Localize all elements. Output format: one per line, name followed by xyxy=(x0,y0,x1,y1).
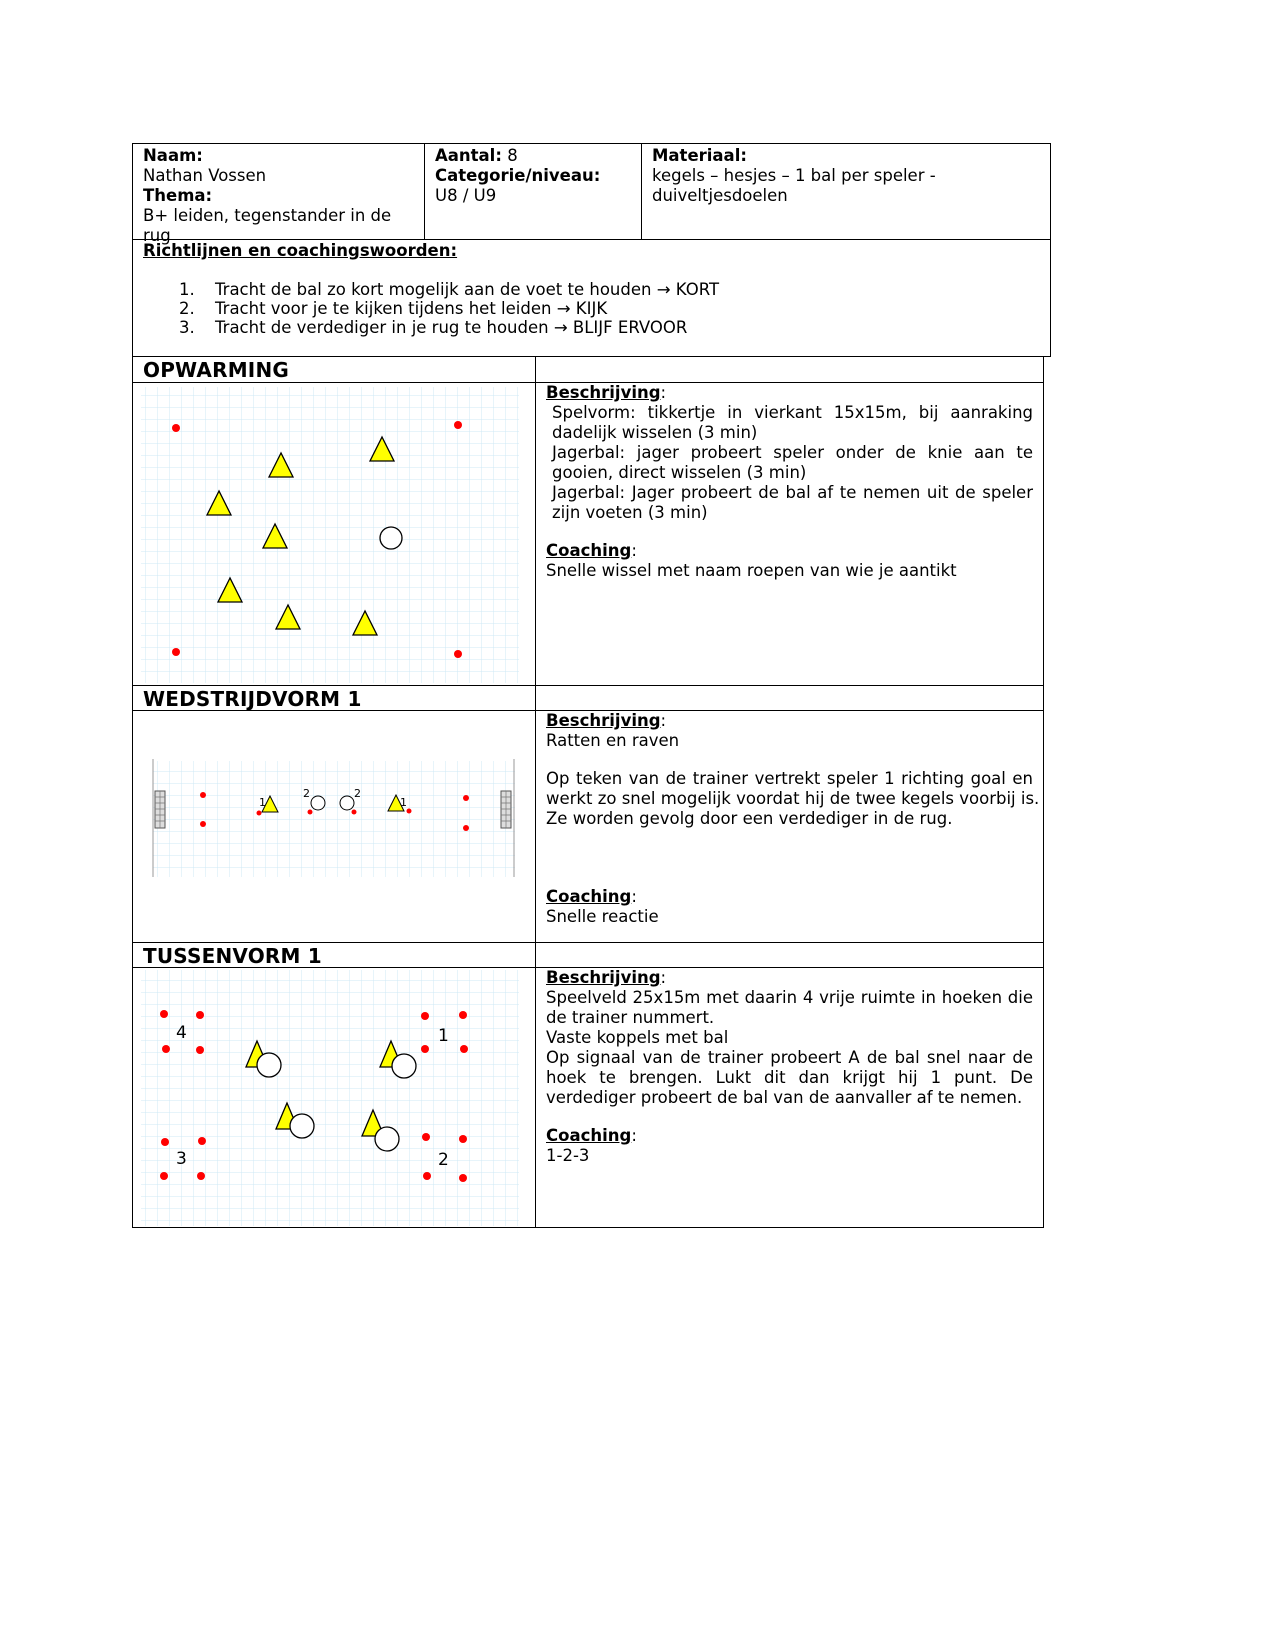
desc-line: de trainer nummert. xyxy=(546,1008,715,1027)
ball-icon xyxy=(340,796,354,810)
corner-number: 1 xyxy=(438,1026,449,1046)
section-title-wedstrijdvorm: WEDSTRIJDVORM 1 xyxy=(143,687,362,711)
desc-line: Spelvorm: tikkertje in vierkant 15x15m, bij aanraking xyxy=(552,403,1033,422)
diagram-cell-1 xyxy=(132,382,536,686)
cone xyxy=(459,1174,467,1182)
guidelines-cell xyxy=(132,239,1051,357)
ball-icon xyxy=(380,527,402,549)
player-number: 1 xyxy=(400,796,407,809)
section-title-cell-2 xyxy=(132,685,536,711)
ball-icon xyxy=(257,1053,281,1077)
materiaal-line-1: kegels – hesjes – 1 bal per speler - xyxy=(652,166,936,185)
naam-value: Nathan Vossen xyxy=(143,166,267,185)
categorie-label: Categorie/niveau: xyxy=(435,166,601,185)
thema-value-1: B+ leiden, tegenstander in de xyxy=(143,206,392,225)
corner-number: 3 xyxy=(176,1149,187,1169)
desc-line: werkt zo snel mogelijk voordat hij de twee kegels voorbij is. xyxy=(546,789,1040,808)
field-grid xyxy=(141,387,519,683)
desc-line: Op teken van de trainer vertrekt speler 1 richting goal en xyxy=(546,769,1033,788)
cone xyxy=(200,821,206,827)
section-title-opwarming: OPWARMING xyxy=(143,358,289,382)
cone xyxy=(196,1011,204,1019)
opwarming-diagram xyxy=(133,383,535,685)
beschrijving-label: Beschrijving xyxy=(546,968,661,987)
section-title-cell-1 xyxy=(132,356,536,383)
cone xyxy=(161,1138,169,1146)
aantal-value: 8 xyxy=(507,146,518,165)
diagram-cell-3 xyxy=(132,967,536,1228)
field-grid xyxy=(153,761,515,877)
desc-line: Op signaal van de trainer probeert A de bal snel naar de xyxy=(546,1048,1033,1067)
section-title-cell-3 xyxy=(132,942,536,968)
cone xyxy=(459,1011,467,1019)
cone xyxy=(162,1045,170,1053)
cone xyxy=(197,1172,205,1180)
cone xyxy=(407,809,412,814)
desc-line: hoek te brengen. Lukt dit dan krijgt hij 1 punt. De xyxy=(546,1068,1033,1087)
diagram-cell-2 xyxy=(132,710,536,943)
arrow-icon: → xyxy=(556,299,571,318)
ball-icon xyxy=(290,1114,314,1138)
cone xyxy=(200,792,206,798)
cone xyxy=(172,424,180,432)
desc-line: Speelveld 25x15m met daarin 4 vrije ruimte in hoeken die xyxy=(546,988,1033,1007)
naam-label: Naam: xyxy=(143,146,203,165)
wedstrijdvorm-diagram xyxy=(133,711,535,942)
desc-line: gooien, direct wisselen (3 min) xyxy=(552,463,807,482)
header-naam-cell xyxy=(132,143,425,245)
cone xyxy=(160,1010,168,1018)
cone xyxy=(421,1012,429,1020)
desc-line: zijn voeten (3 min) xyxy=(552,503,708,522)
cone xyxy=(172,648,180,656)
desc-line: Ze worden gevolg door een verdediger in de rug. xyxy=(546,809,953,828)
guideline-item-1: 1. Tracht de bal zo kort mogelijk aan de voet te houden → KORT xyxy=(179,280,720,299)
beschrijving-label: Beschrijving xyxy=(546,711,661,730)
guideline-item-2: 2. Tracht voor je te kijken tijdens het leiden → KIJK xyxy=(179,299,608,318)
tussenvorm-diagram xyxy=(133,968,535,1227)
aantal-label: Aantal: xyxy=(435,146,502,165)
text-cell-1: Beschrijving: Spelvorm: tikkertje in vierkant 15x15m, bij aanraking dadelijk wisselen (3 min) Jagerbal: jager probeert speler onder de knie aan te gooien, direct wisselen (3 min) Jagerbal: Jager probeert de bal af te nemen uit de speler zijn voeten (3 min) Coaching: Snelle wissel met naam roepen van wie je aantikt xyxy=(535,382,1044,686)
cone xyxy=(463,825,469,831)
guideline-item-3: 3. Tracht de verdediger in je rug te houden → BLIJF ERVOOR xyxy=(179,318,688,337)
materiaal-line-2: duiveltjesdoelen xyxy=(652,186,788,205)
section-title-tussenvorm: TUSSENVORM 1 xyxy=(143,944,322,968)
cone xyxy=(198,1137,206,1145)
corner-number: 4 xyxy=(176,1023,187,1043)
materiaal-label: Materiaal: xyxy=(652,146,747,165)
cone xyxy=(308,810,313,815)
text-cell-2: Beschrijving: Ratten en raven Op teken van de trainer vertrekt speler 1 richting goal en werkt zo snel mogelijk voordat hij de twee kegels voorbij is. Ze worden gevolg door een verdediger in de rug. Coaching: Snelle reactie xyxy=(535,710,1044,943)
cone xyxy=(257,811,262,816)
section-title-right-2 xyxy=(535,685,1044,711)
cone xyxy=(160,1172,168,1180)
player-number: 1 xyxy=(259,796,266,809)
cone xyxy=(422,1133,430,1141)
arrow-icon: → xyxy=(553,318,568,337)
desc-line: Jagerbal: jager probeert speler onder de knie aan te xyxy=(552,443,1033,462)
section-title-right-1 xyxy=(535,356,1044,383)
cone xyxy=(454,421,462,429)
desc-line: dadelijk wisselen (3 min) xyxy=(552,423,758,442)
header-aantal-cell xyxy=(424,143,642,240)
player-number: 2 xyxy=(354,787,361,800)
coaching-text: 1-2-3 xyxy=(546,1146,590,1165)
ball-icon xyxy=(311,796,325,810)
categorie-value: U8 / U9 xyxy=(435,186,497,205)
desc-line: Ratten en raven xyxy=(546,731,680,750)
section-title-right-3 xyxy=(535,942,1044,968)
player-number: 2 xyxy=(303,787,310,800)
cone xyxy=(454,650,462,658)
text-cell-3: Beschrijving: Speelveld 25x15m met daarin 4 vrije ruimte in hoeken die de trainer nummert. Vaste koppels met bal Op signaal van de trainer probeert A de bal snel naar de hoek te brengen. Lukt dit dan krijgt hij 1 punt. De verdediger probeert de bal van de aanvaller af te nemen. Coaching: 1-2-3 xyxy=(535,967,1044,1228)
thema-value-2: rug xyxy=(143,226,171,245)
goal-right-icon xyxy=(501,791,511,828)
desc-line: verdediger probeert de bal van de aanvaller af te nemen. xyxy=(546,1088,1023,1107)
cone xyxy=(423,1172,431,1180)
coaching-label: Coaching xyxy=(546,1126,632,1145)
cone xyxy=(352,810,357,815)
thema-label: Thema: xyxy=(143,186,213,205)
corner-number: 2 xyxy=(438,1150,449,1170)
cone xyxy=(463,795,469,801)
coaching-label: Coaching xyxy=(546,887,632,906)
desc-line: Jagerbal: Jager probeert de bal af te nemen uit de speler xyxy=(552,483,1033,502)
header-materiaal-cell xyxy=(641,143,1051,240)
ball-icon xyxy=(392,1054,416,1078)
cone xyxy=(421,1045,429,1053)
goal-left-icon xyxy=(155,791,165,828)
coaching-label: Coaching xyxy=(546,541,632,560)
cone xyxy=(196,1046,204,1054)
desc-line: Vaste koppels met bal xyxy=(546,1028,729,1047)
cone xyxy=(459,1135,467,1143)
arrow-icon: → xyxy=(656,280,671,299)
guidelines-title: Richtlijnen en coachingswoorden: xyxy=(143,241,458,260)
beschrijving-label: Beschrijving xyxy=(546,383,661,402)
field-grid xyxy=(141,970,519,1226)
coaching-text: Snelle reactie xyxy=(546,907,659,926)
coaching-text: Snelle wissel met naam roepen van wie je aantikt xyxy=(546,561,957,580)
ball-icon xyxy=(375,1127,399,1151)
cone xyxy=(460,1045,468,1053)
